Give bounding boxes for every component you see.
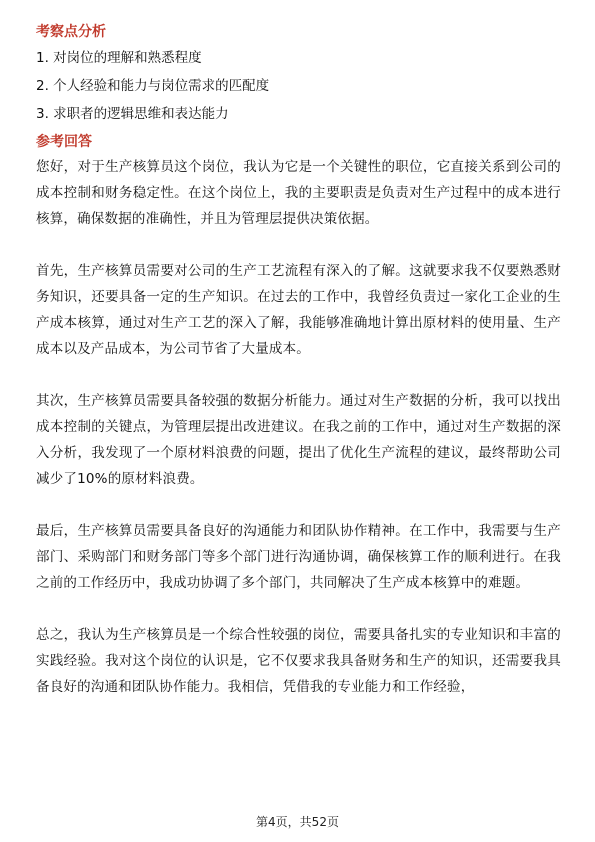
analysis-list <box>36 48 561 124</box>
document-page <box>36 18 561 700</box>
answer-paragraph-last: 最后，生产核算员需要具备良好的沟通能力和团队协作精神。在工作中，我需要与生产部门、采购部门和财务部门等多个部门进行沟通协调，确保核算工作的顺利进行。在我之前的工作经历中，我成功协调了多个部门，共同解决了生产成本核算中的难题。 <box>36 523 561 591</box>
analysis-heading: 考察点分析 <box>36 24 106 40</box>
analysis-item: 2. 个人经验和能力与岗位需求的匹配度 <box>36 78 270 94</box>
analysis-item: 3. 求职者的逻辑思维和表达能力 <box>36 106 229 122</box>
answer-paragraph-summary: 总之，我认为生产核算员是一个综合性较强的岗位，需要具备扎实的专业知识和丰富的实践经验。我对这个岗位的认识是，它不仅要求我具备财务和生产的知识，还需要我具备良好的沟通和团队协作能力。我相信，凭借我的专业能力和工作经验， <box>36 627 561 695</box>
analysis-item: 1. 对岗位的理解和熟悉程度 <box>36 50 202 66</box>
answer-paragraph-intro: 您好，对于生产核算员这个岗位，我认为它是一个关键性的职位，它直接关系到公司的成本控制和财务稳定性。在这个岗位上，我的主要职责是负责对生产过程中的成本进行核算，确保数据的准确性，并且为管理层提供决策依据。 <box>36 159 561 227</box>
page-number: 第4页，共52页 <box>256 815 339 829</box>
answer-paragraph-second: 其次，生产核算员需要具备较强的数据分析能力。通过对生产数据的分析，我可以找出成本控制的关键点，为管理层提出改进建议。在我之前的工作中，通过对生产数据的深入分析，我发现了一个原材料浪费的问题，提出了优化生产流程的建议，最终帮助公司减少了10%的原材料浪费。 <box>36 393 561 487</box>
answer-heading: 参考回答 <box>36 134 92 150</box>
answer-paragraph-first: 首先，生产核算员需要对公司的生产工艺流程有深入的了解。这就要求我不仅要熟悉财务知识，还要具备一定的生产知识。在过去的工作中，我曾经负责过一家化工企业的生产成本核算，通过对生产工艺的深入了解，我能够准确地计算出原材料的使用量、生产成本以及产品成本，为公司节省了大量成本。 <box>36 263 561 357</box>
